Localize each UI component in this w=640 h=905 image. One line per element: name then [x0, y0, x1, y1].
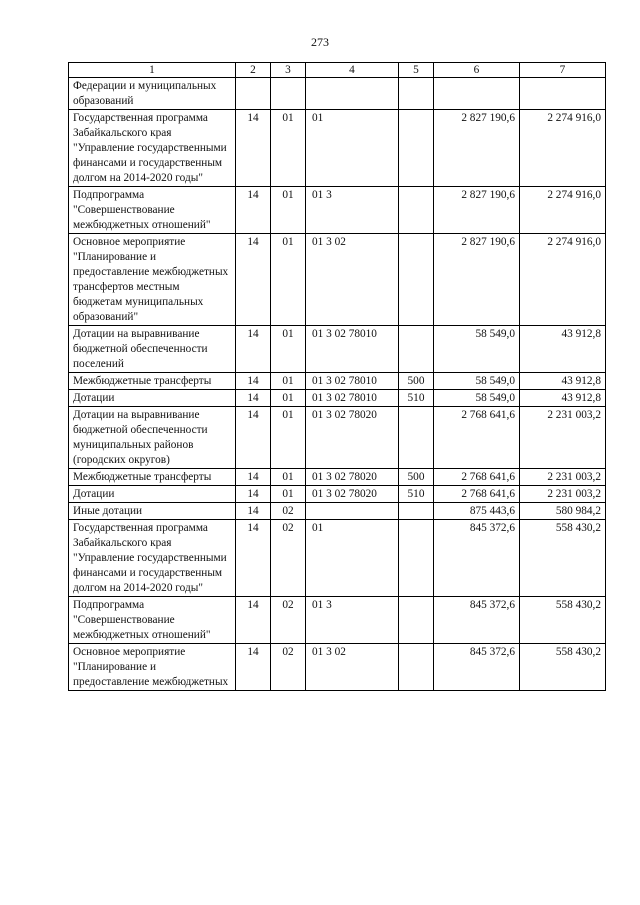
- cell-amount-2: [520, 78, 606, 110]
- cell-amount-1: 845 372,6: [434, 644, 520, 691]
- cell-name: Межбюджетные трансферты: [69, 373, 236, 390]
- cell-name: Межбюджетные трансферты: [69, 469, 236, 486]
- table-row: [69, 520, 606, 597]
- cell-name: Иные дотации: [69, 503, 236, 520]
- cell-amount-2: 558 430,2: [520, 520, 606, 597]
- cell-section: 14: [236, 326, 271, 373]
- cell-name: Основное мероприятие "Планирование и предоставление межбюджетных: [69, 644, 236, 691]
- column-header: 1: [69, 63, 236, 78]
- cell-expense-type: [399, 520, 434, 597]
- column-header: 4: [306, 63, 399, 78]
- budget-table: [68, 62, 606, 691]
- cell-target-code: 01 3 02 78020: [306, 486, 399, 503]
- cell-subsection: 01: [271, 373, 306, 390]
- cell-amount-1: 2 827 190,6: [434, 234, 520, 326]
- cell-subsection: 01: [271, 407, 306, 469]
- cell-expense-type: 510: [399, 486, 434, 503]
- cell-subsection: 02: [271, 503, 306, 520]
- cell-target-code: 01 3 02: [306, 644, 399, 691]
- cell-amount-2: 580 984,2: [520, 503, 606, 520]
- cell-expense-type: [399, 597, 434, 644]
- cell-expense-type: 510: [399, 390, 434, 407]
- cell-amount-1: 58 549,0: [434, 373, 520, 390]
- page-number: 273: [311, 35, 329, 49]
- cell-name: Дотации на выравнивание бюджетной обеспеченности муниципальных районов (городских округов): [69, 407, 236, 469]
- table-row: [69, 469, 606, 486]
- cell-section: 14: [236, 520, 271, 597]
- cell-section: 14: [236, 234, 271, 326]
- cell-target-code: 01 3: [306, 597, 399, 644]
- cell-amount-1: [434, 78, 520, 110]
- cell-target-code: 01: [306, 520, 399, 597]
- cell-name: Дотации: [69, 390, 236, 407]
- cell-expense-type: [399, 187, 434, 234]
- cell-section: 14: [236, 110, 271, 187]
- cell-target-code: 01 3 02 78010: [306, 373, 399, 390]
- cell-target-code: 01 3 02: [306, 234, 399, 326]
- cell-name: Федерации и муниципальных образований: [69, 78, 236, 110]
- cell-name: Государственная программа Забайкальского края "Управление государственными финансами и государственным долгом на 2014-2020 годы": [69, 110, 236, 187]
- table-row: [69, 597, 606, 644]
- cell-expense-type: [399, 78, 434, 110]
- table-header-row: [69, 63, 606, 78]
- cell-amount-1: 58 549,0: [434, 326, 520, 373]
- cell-expense-type: 500: [399, 469, 434, 486]
- cell-section: 14: [236, 597, 271, 644]
- cell-amount-2: 2 274 916,0: [520, 110, 606, 187]
- table-body: [69, 63, 606, 691]
- cell-expense-type: [399, 644, 434, 691]
- cell-expense-type: [399, 503, 434, 520]
- cell-amount-1: 845 372,6: [434, 597, 520, 644]
- table-row: [69, 78, 606, 110]
- cell-amount-2: 2 231 003,2: [520, 407, 606, 469]
- cell-amount-1: 2 827 190,6: [434, 110, 520, 187]
- cell-expense-type: [399, 326, 434, 373]
- cell-name: Подпрограмма "Совершенствование межбюджетных отношений": [69, 187, 236, 234]
- table-row: [69, 187, 606, 234]
- cell-subsection: [271, 78, 306, 110]
- cell-amount-2: 43 912,8: [520, 326, 606, 373]
- cell-section: 14: [236, 407, 271, 469]
- cell-expense-type: [399, 407, 434, 469]
- table-row: [69, 390, 606, 407]
- cell-section: 14: [236, 644, 271, 691]
- cell-target-code: [306, 503, 399, 520]
- cell-amount-2: 43 912,8: [520, 373, 606, 390]
- cell-amount-2: 558 430,2: [520, 597, 606, 644]
- table-row: [69, 503, 606, 520]
- cell-expense-type: [399, 234, 434, 326]
- cell-amount-2: 2 274 916,0: [520, 234, 606, 326]
- cell-section: [236, 78, 271, 110]
- cell-target-code: 01 3 02 78010: [306, 326, 399, 373]
- table-row: [69, 373, 606, 390]
- column-header: 7: [520, 63, 606, 78]
- cell-subsection: 01: [271, 486, 306, 503]
- cell-name: Дотации на выравнивание бюджетной обеспеченности поселений: [69, 326, 236, 373]
- cell-subsection: 02: [271, 597, 306, 644]
- cell-amount-1: 2 768 641,6: [434, 486, 520, 503]
- cell-name: Основное мероприятие "Планирование и предоставление межбюджетных трансфертов местным бюджетам муниципальных образований": [69, 234, 236, 326]
- cell-target-code: 01 3 02 78020: [306, 469, 399, 486]
- cell-amount-2: 2 231 003,2: [520, 486, 606, 503]
- cell-target-code: 01 3 02 78020: [306, 407, 399, 469]
- cell-subsection: 01: [271, 390, 306, 407]
- cell-amount-2: 2 274 916,0: [520, 187, 606, 234]
- column-header: 5: [399, 63, 434, 78]
- cell-subsection: 02: [271, 520, 306, 597]
- cell-section: 14: [236, 503, 271, 520]
- cell-amount-1: 2 827 190,6: [434, 187, 520, 234]
- table-row: [69, 486, 606, 503]
- table-row: [69, 644, 606, 691]
- cell-subsection: 01: [271, 234, 306, 326]
- cell-subsection: 01: [271, 187, 306, 234]
- cell-section: 14: [236, 469, 271, 486]
- cell-amount-1: 2 768 641,6: [434, 469, 520, 486]
- cell-amount-2: 43 912,8: [520, 390, 606, 407]
- cell-section: 14: [236, 486, 271, 503]
- cell-target-code: 01: [306, 110, 399, 187]
- cell-amount-1: 845 372,6: [434, 520, 520, 597]
- cell-section: 14: [236, 373, 271, 390]
- cell-subsection: 01: [271, 326, 306, 373]
- column-header: 2: [236, 63, 271, 78]
- cell-target-code: [306, 78, 399, 110]
- cell-name: Дотации: [69, 486, 236, 503]
- cell-section: 14: [236, 187, 271, 234]
- cell-name: Подпрограмма "Совершенствование межбюджетных отношений": [69, 597, 236, 644]
- table-row: [69, 326, 606, 373]
- cell-expense-type: 500: [399, 373, 434, 390]
- cell-section: 14: [236, 390, 271, 407]
- cell-expense-type: [399, 110, 434, 187]
- cell-target-code: 01 3: [306, 187, 399, 234]
- cell-name: Государственная программа Забайкальского края "Управление государственными финансами и государственным долгом на 2014-2020 годы": [69, 520, 236, 597]
- column-header: 3: [271, 63, 306, 78]
- table-row: [69, 407, 606, 469]
- cell-amount-1: 58 549,0: [434, 390, 520, 407]
- cell-amount-2: 2 231 003,2: [520, 469, 606, 486]
- table-row: [69, 110, 606, 187]
- cell-subsection: 02: [271, 644, 306, 691]
- cell-subsection: 01: [271, 110, 306, 187]
- cell-amount-2: 558 430,2: [520, 644, 606, 691]
- cell-amount-1: 2 768 641,6: [434, 407, 520, 469]
- column-header: 6: [434, 63, 520, 78]
- cell-subsection: 01: [271, 469, 306, 486]
- cell-amount-1: 875 443,6: [434, 503, 520, 520]
- cell-target-code: 01 3 02 78010: [306, 390, 399, 407]
- table-row: [69, 234, 606, 326]
